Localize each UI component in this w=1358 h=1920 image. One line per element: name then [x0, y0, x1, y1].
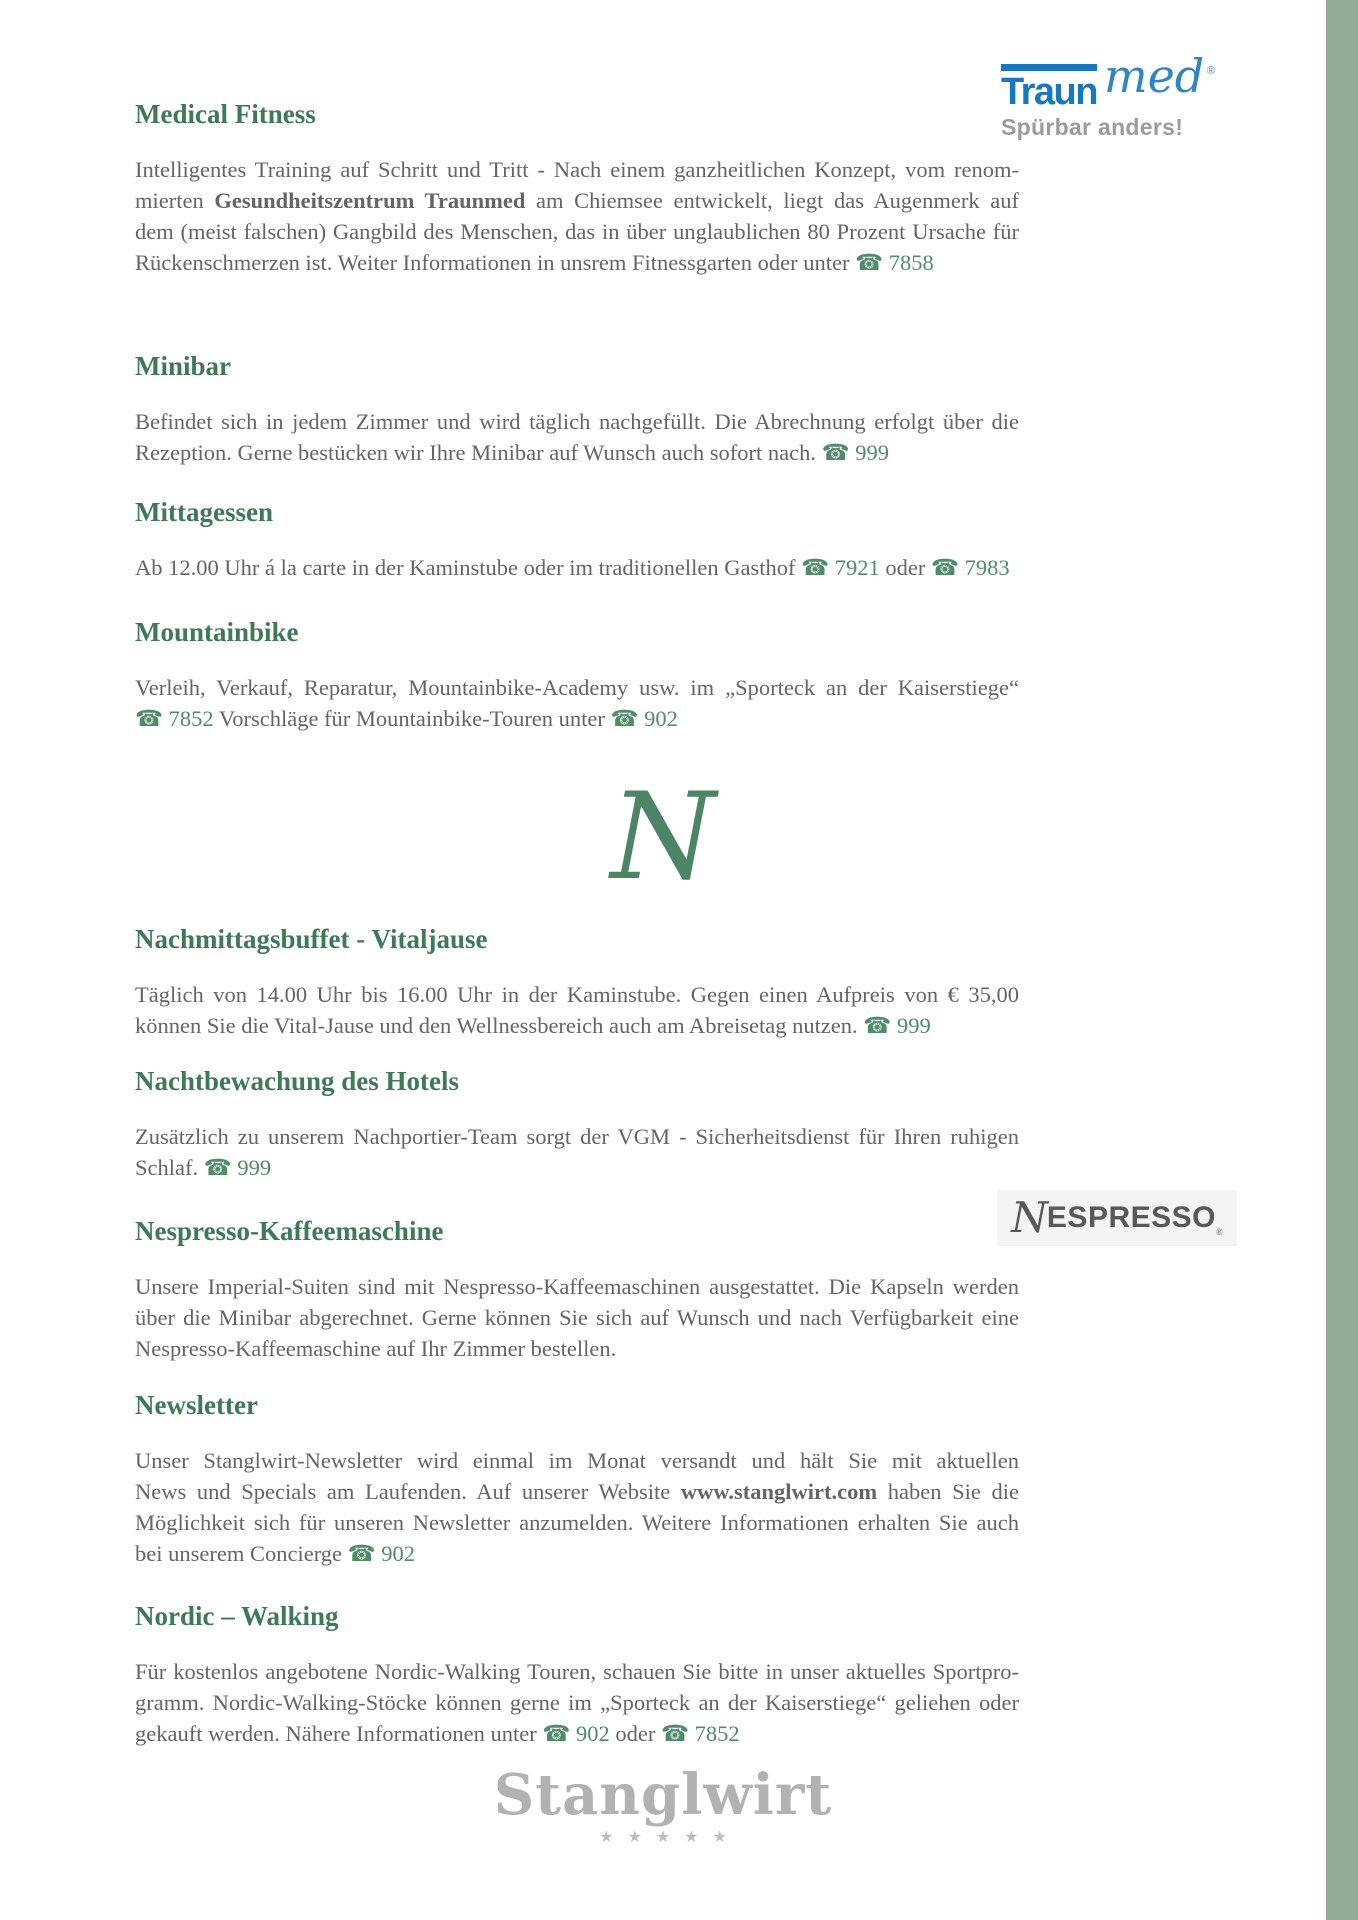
body-text: oder: [609, 1721, 661, 1746]
section-newsletter: [135, 1389, 1019, 1569]
paragraph-line: [135, 216, 1019, 247]
body-text: über die Minibar abgerechnet. Gerne können Sie sich auf Wunsch und nach Verfügbarkeit eine: [135, 1305, 1019, 1330]
registered-trademark-icon: ®: [1215, 1227, 1223, 1237]
body-text: Unsere Imperial-Suiten sind mit Nespresso-Kaffeemaschinen ausgestattet. Die Kapseln werden: [135, 1274, 1019, 1299]
body-text: am Chiemsee entwickelt, liegt das Augenmerk auf: [525, 188, 1019, 213]
body-text: Befindet sich in jedem Zimmer und wird täglich nachgefüllt. Die Abrechnung erfolgt über die: [135, 409, 1019, 434]
paragraph-line: [135, 1687, 1019, 1718]
section-heading: Newsletter: [135, 1390, 258, 1420]
bold-text: Gesundheitszentrum Traunmed: [214, 188, 526, 213]
phone-icon-number: ☎ 7852: [660, 1721, 740, 1746]
body-text: Zusätzlich zu unserem Nachportier-Team sorgt der VGM - Sicherheitsdienst für Ihren ruhigen: [135, 1124, 1019, 1149]
paragraph-line: [135, 1507, 1019, 1538]
section-mittagessen: [135, 496, 1019, 583]
section-nespresso-kaffeemaschine: [135, 1215, 1019, 1364]
paragraph-line: [135, 979, 1019, 1010]
paragraph-line: [135, 1302, 1019, 1333]
traunmed-logo-med: med: [1103, 49, 1205, 103]
stanglwirt-logo: [0, 1762, 1326, 1847]
body-text: Möglichkeit sich für unseren Newsletter anzumelden. Weitere Informationen erhalten Sie auch: [135, 1510, 1019, 1535]
phone-icon-number: ☎ 902: [542, 1721, 610, 1746]
section-heading: Nachmittagsbuffet - Vitaljause: [135, 924, 488, 954]
body-text: gekauft werden. Nähere Informationen unter: [135, 1721, 543, 1746]
section-medical-fitness: [135, 98, 1019, 278]
section-heading: Nespresso-Kaffeemaschine: [135, 1216, 444, 1246]
section-heading: Minibar: [135, 351, 232, 381]
body-text: Rezeption. Gerne bestücken wir Ihre Minibar auf Wunsch auch sofort nach.: [135, 440, 822, 465]
letter-n-divider: N: [610, 768, 716, 907]
section-heading: Mountainbike: [135, 617, 299, 647]
section-heading: Nordic – Walking: [135, 1601, 339, 1631]
body-text: Intelligentes Training auf Schritt und Tritt - Nach einem ganzheitlichen Konzept, vom renom-: [135, 157, 1019, 182]
paragraph-line: [135, 1445, 1019, 1476]
phone-icon-number: ☎ 999: [863, 1013, 931, 1038]
phone-icon-number: ☎ 902: [610, 706, 678, 731]
paragraph-line: [135, 406, 1019, 437]
body-text: Nespresso-Kaffeemaschine auf Ihr Zimmer bestellen.: [135, 1336, 617, 1361]
stanglwirt-wordmark: Stanglwirt: [493, 1762, 833, 1828]
body-text: oder: [879, 555, 931, 580]
phone-icon-number: ☎ 999: [821, 440, 889, 465]
traunmed-logo: [1001, 49, 1239, 141]
paragraph-line: [135, 154, 1019, 185]
body-text: können Sie die Vital-Jause und den Wellnessbereich auch am Abreisetag nutzen.: [135, 1013, 864, 1038]
body-text: gramm. Nordic-Walking-Stöcke können gerne im „Sporteck an der Kaiserstiege“ geliehen oder: [135, 1690, 1019, 1715]
body-text: Ab 12.00 Uhr á la carte in der Kaminstube oder im traditionellen Gasthof: [135, 555, 802, 580]
section-nachmittagsbuffet: [135, 923, 1019, 1041]
section-heading: Mittagessen: [135, 497, 273, 527]
paragraph-line: [135, 1656, 1019, 1687]
phone-icon-number: ☎ 7983: [930, 555, 1010, 580]
phone-icon-number: ☎ 7921: [801, 555, 880, 580]
paragraph-line: [135, 247, 1019, 278]
paragraph-line: [135, 1333, 1019, 1364]
phone-icon-number: ☎ 902: [347, 1541, 416, 1566]
paragraph-line: [135, 703, 1019, 734]
paragraph-line: [135, 672, 1019, 703]
body-text: haben Sie die: [877, 1479, 1019, 1504]
paragraph-line: [135, 1718, 1019, 1749]
paragraph-line: [135, 1010, 1019, 1041]
body-text: Für kostenlos angebotene Nordic-Walking Touren, schauen Sie bitte in unser aktuelles Sportpro-: [135, 1659, 1019, 1684]
nespresso-logo: [997, 1190, 1237, 1246]
section-nordic-walking: [135, 1600, 1019, 1749]
paragraph-line: [135, 1271, 1019, 1302]
paragraph-line: [135, 1152, 1019, 1183]
five-stars-icon: ★★★★★: [599, 1828, 741, 1846]
right-edge-green-bar: [1326, 0, 1358, 1920]
body-text: Verleih, Verkauf, Reparatur, Mountainbike-Academy usw. im „Sporteck an der Kaiserstiege“: [135, 675, 1019, 700]
paragraph-line: [135, 1538, 1019, 1569]
paragraph-line: [135, 437, 1019, 468]
body-text: dem (meist falschen) Gangbild des Menschen, das in über unglaublichen 80 Prozent Ursache für: [135, 219, 1019, 244]
section-mountainbike: [135, 616, 1019, 734]
nespresso-logo-initial: N: [1011, 1193, 1048, 1242]
body-text: Vorschläge für Mountainbike-Touren unter: [213, 706, 611, 731]
paragraph-line: [135, 1476, 1019, 1507]
body-text: Rückenschmerzen ist. Weiter Informationen in unsrem Fitnessgarten oder unter: [135, 250, 856, 275]
nespresso-logo-text: ESPRESSO: [1046, 1201, 1216, 1234]
traunmed-logo-wordmark: [1001, 49, 1239, 113]
traunmed-tagline: Spürbar anders!: [1001, 114, 1184, 140]
traunmed-logo-traun: Traun: [1001, 64, 1097, 111]
body-text: Schlaf.: [135, 1155, 204, 1180]
section-heading: Nachtbewachung des Hotels: [135, 1066, 460, 1096]
body-text: bei unserem Concierge: [135, 1541, 348, 1566]
body-text: News und Specials am Laufenden. Auf unserer Website: [135, 1479, 681, 1504]
phone-icon-number: ☎ 7852: [135, 706, 214, 731]
bold-text: www.stanglwirt.com: [680, 1479, 878, 1504]
body-text: Täglich von 14.00 Uhr bis 16.00 Uhr in der Kaminstube. Gegen einen Aufpreis von € 35,00: [135, 982, 1019, 1007]
body-text: mierten: [135, 188, 215, 213]
body-text: Unser Stanglwirt-Newsletter wird einmal im Monat versandt und hält Sie mit aktuellen: [135, 1448, 1019, 1473]
paragraph-line: [135, 185, 1019, 216]
section-heading: Medical Fitness: [135, 99, 316, 129]
registered-trademark-icon: ®: [1206, 63, 1216, 77]
paragraph-line: [135, 552, 1019, 583]
section-minibar: [135, 350, 1019, 468]
paragraph-line: [135, 1121, 1019, 1152]
phone-icon-number: ☎ 999: [203, 1155, 272, 1180]
section-nachtbewachung: [135, 1065, 1019, 1183]
phone-icon-number: ☎ 7858: [855, 250, 934, 275]
